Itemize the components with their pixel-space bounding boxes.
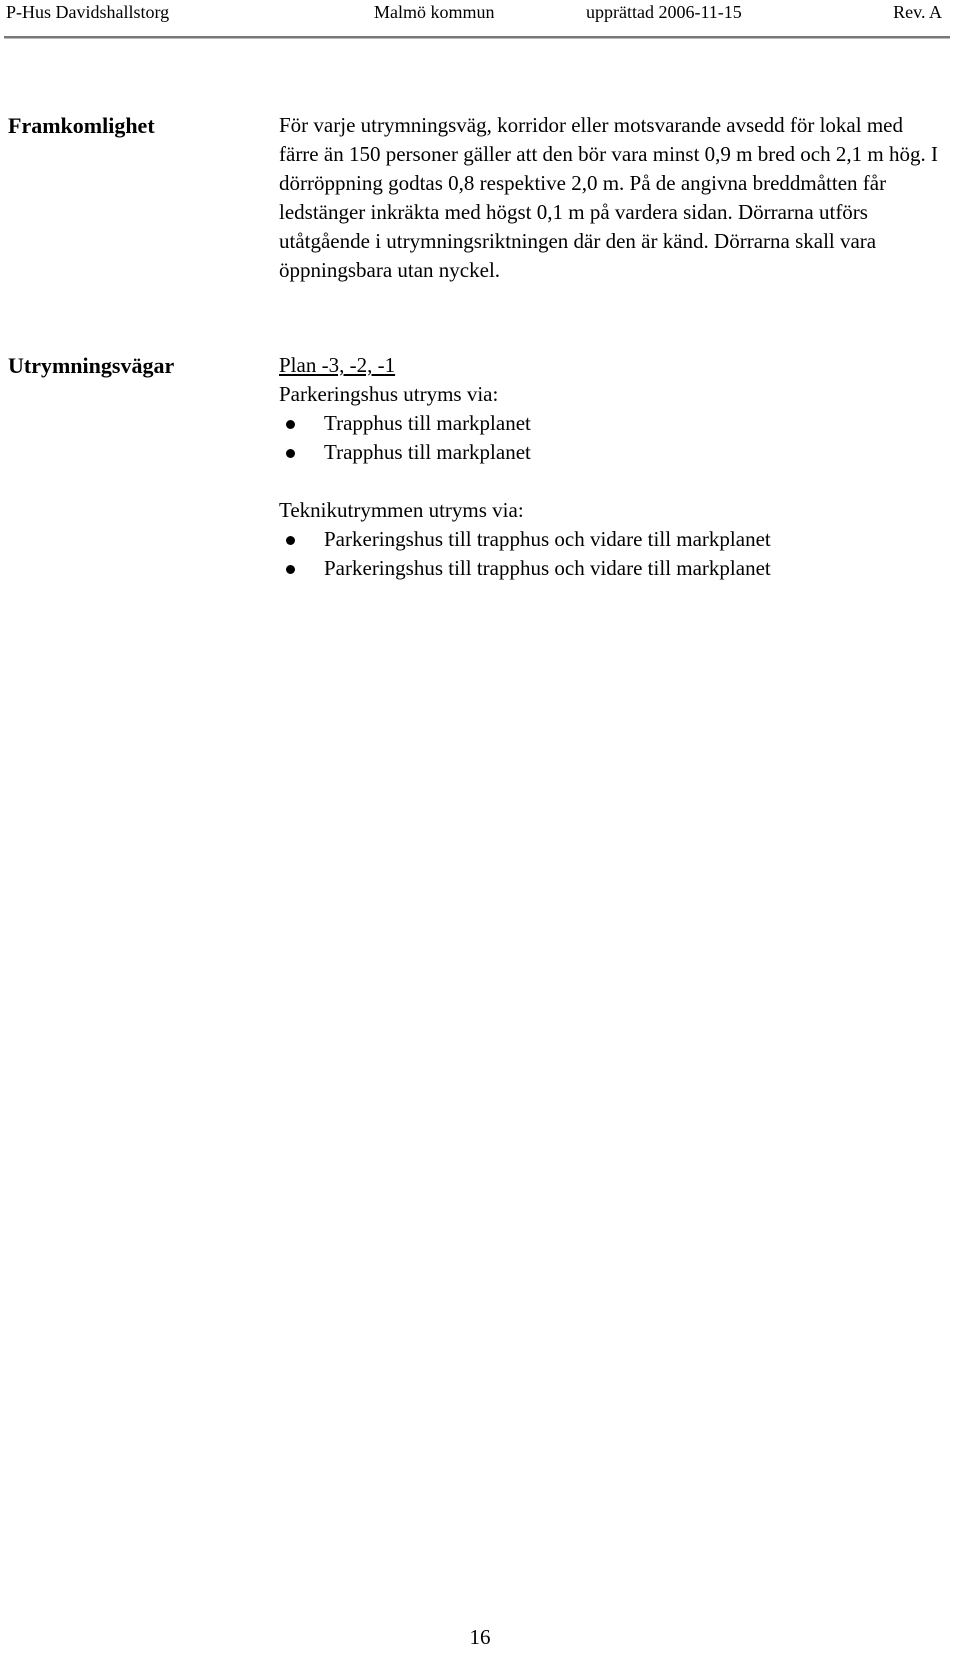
section-body-framkomlighet [279, 111, 945, 285]
parking-heading: Parkeringshus utryms via: [279, 382, 499, 406]
list-item-text: Trapphus till markplanet [324, 411, 531, 435]
list-item [279, 554, 945, 583]
spacer [279, 467, 945, 496]
bullet-icon [286, 449, 295, 458]
header-organization: Malmö kommun [374, 2, 495, 22]
list-item [279, 409, 945, 438]
list-item [279, 438, 945, 467]
list-item-text: Trapphus till markplanet [324, 440, 531, 464]
bullet-icon [286, 536, 295, 545]
section-label-framkomlighet: Framkomlighet [8, 113, 155, 138]
bullet-icon [286, 420, 295, 429]
header-revision: Rev. A [893, 2, 942, 22]
parking-exit-list [279, 409, 945, 467]
bullet-icon [286, 565, 295, 574]
header-document-title: P-Hus Davidshallstorg [6, 2, 170, 22]
section-body-utrymningsvagar [279, 351, 945, 583]
page-header [6, 0, 950, 28]
header-date: upprättad 2006-11-15 [586, 2, 742, 22]
list-item [279, 525, 945, 554]
plan-heading: Plan -3, -2, -1 [279, 353, 396, 377]
list-item-text: Parkeringshus till trapphus och vidare till markplanet [324, 527, 771, 551]
section-label-utrymningsvagar: Utrymningsvägar [8, 353, 175, 378]
framkomlighet-paragraph: För varje utrymningsväg, korridor eller motsvarande avsedd för lokal med färre än 150 personer gäller att den bör vara minst 0,9 m bred och 2,1 m hög. I dörröppning godtas 0,8 respektive 2,0 m. På de angivna breddmåtten får ledstänger inkräkta med högst 0,1 m på vardera sidan. Dörrarna utförs utåtgående i utrymningsriktningen där den är känd. Dörrarna skall vara öppningsbara utan nyckel. [279, 113, 938, 282]
header-divider [4, 36, 950, 39]
technical-exit-list [279, 525, 945, 583]
list-item-text: Parkeringshus till trapphus och vidare till markplanet [324, 556, 771, 580]
technical-heading: Teknikutrymmen utryms via: [279, 498, 524, 522]
page-number: 16 [469, 1625, 491, 1649]
